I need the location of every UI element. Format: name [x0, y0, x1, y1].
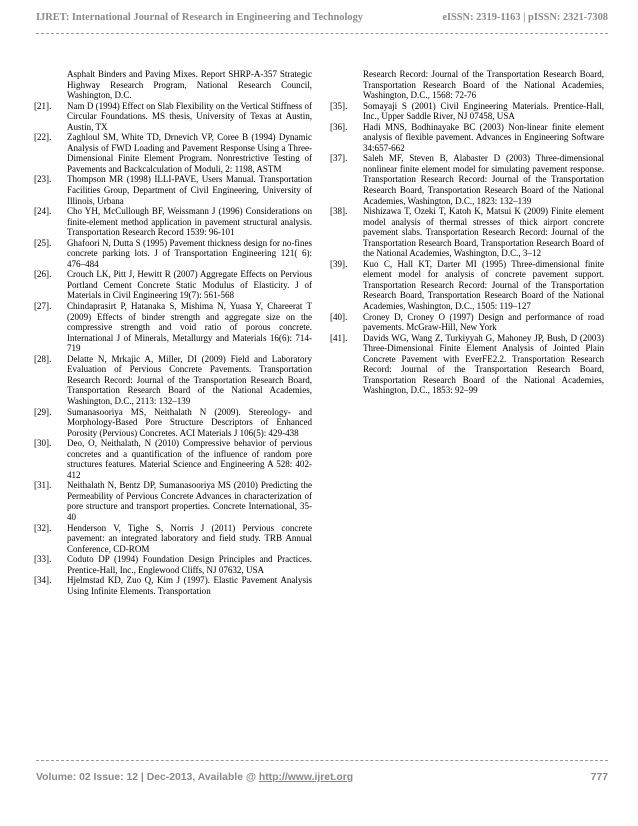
- reference-text: Henderson V, Tighe S, Norris J (2011) Pervious concrete pavement: an integrated laboratory and field study. TRB Annual Conference, CD-ROM: [67, 522, 312, 554]
- reference-text: Nishizawa T, Ozeki T, Katoh K, Matsui K (2009) Finite element model analysis of thermal stresses of thick airport concrete pavement slabs. Transportation Research Record: Journal of the Transportation Research Board, Transportation Research Board of the National Academies, Washington, D.C., 3–12: [363, 206, 604, 259]
- page-number: 777: [590, 772, 608, 783]
- left-column: [34, 69, 312, 596]
- reference-text: Crouch LK, Pitt J, Hewitt R (2007) Aggregate Effects on Pervious Portland Cement Concrete Static Modulus of Elasticity. J of Materials in Civil Engineering 19(7): 561-568: [67, 269, 312, 301]
- reference-number: [40].: [330, 311, 348, 322]
- page-header: [36, 12, 608, 28]
- journal-url-link[interactable]: http://www.ijret.org: [258, 772, 354, 783]
- reference-number: [25].: [34, 237, 52, 248]
- reference-item: [34, 174, 312, 206]
- reference-list-left: [34, 101, 312, 597]
- reference-item: [330, 153, 604, 206]
- reference-number: [35].: [330, 100, 348, 111]
- reference-number: [32].: [34, 522, 52, 533]
- reference-item: [330, 312, 604, 333]
- reference-number: [29].: [34, 406, 52, 417]
- reference-item: [330, 206, 604, 259]
- reference-item: [34, 554, 312, 575]
- header-divider: [36, 33, 608, 34]
- reference-item: [330, 333, 604, 396]
- reference-text: Hjelmstad KD, Zuo Q, Kim J (1997). Elastic Pavement Analysis Using Infinite Elements. Transportation: [67, 575, 312, 596]
- reference-item: [34, 354, 312, 407]
- journal-title: IJRET: International Journal of Research in Engineering and Technology: [36, 12, 363, 23]
- reference-text: Davids WG, Wang Z, Turkiyyah G, Mahoney JP, Bush, D (2003) Three-Dimensional Finite Element Analysis of Jointed Plain Concrete Pavement with EverFE2.2. Transportation Research Record: Journal of the Transportation Research Board, Transportation Research Board of the National Academies, Washington, D.C., 1853: 92–99: [363, 332, 604, 396]
- reference-item: [34, 438, 312, 480]
- reference-number: [34].: [34, 575, 52, 586]
- reference-item: [34, 132, 312, 174]
- reference-text: Chindaprasirt P, Hatanaka S, Mishima N, Yuasa Y, Chareerat T (2009) Effects of binder strength and aggregate size on the compressive strength and void ratio of porous concrete. International J of Minerals, Metallurgy and Materials 16(6): 714-719: [67, 301, 312, 354]
- reference-item: [330, 101, 604, 122]
- volume-info: [36, 772, 353, 783]
- reference-item: [34, 575, 312, 596]
- reference-number: [39].: [330, 258, 348, 269]
- reference-number: [38].: [330, 206, 348, 217]
- issn-info: eISSN: 2319-1163 | pISSN: 2321-7308: [442, 12, 608, 23]
- reference-number: [41].: [330, 332, 348, 343]
- right-column: [330, 69, 604, 396]
- reference-text: Ghafoori N, Dutta S (1995) Pavement thickness design for no-fines concrete parking lots. J of Transportation Engineering 121( 6): 476–484: [67, 237, 312, 269]
- reference-continuation: Research Record: Journal of the Transportation Research Board, Transportation Research Board of the National Academies, Washington, D.C., 1568: 72-76: [363, 69, 604, 101]
- reference-text: Sumanasooriya MS, Neithalath N (2009). Stereology- and Morphology-Based Pore Structure Descriptors of Enhanced Porosity (Pervious) Concretes. ACI Materials J 106(5): 429-438: [67, 406, 312, 438]
- reference-number: [26].: [34, 269, 52, 280]
- reference-text: Saleh MF, Steven B, Alabaster D (2003) Three-dimensional nonlinear finite element model for simulating pavement response. Transportation Research Record: Journal of the Transportation Research Board, Transportation Research Board of the National Academies, Washington, D.C., 1823: 132–139: [363, 153, 604, 206]
- reference-number: [24].: [34, 206, 52, 217]
- reference-number: [33].: [34, 554, 52, 565]
- reference-number: [30].: [34, 438, 52, 449]
- reference-number: [27].: [34, 301, 52, 312]
- reference-text: Zaghloul SM, White TD, Drnevich VP, Coree B (1994) Dynamic Analysis of FWD Loading and Pavement Response Using a Three-Dimensional Finite Element Program. Nonrestrictive Testing of Pavements and Backcalculation of Moduli, 2: 1198, ASTM: [67, 132, 312, 174]
- reference-number: [22].: [34, 132, 52, 143]
- reference-item: [34, 101, 312, 133]
- reference-number: [37].: [330, 153, 348, 164]
- reference-number: [31].: [34, 480, 52, 491]
- reference-text: Nam D (1994) Effect on Slab Flexibility on the Vertical Stiffness of Circular Foundations. MS thesis, University of Texas at Austin, Austin, TX: [67, 100, 312, 132]
- reference-number: [23].: [34, 174, 52, 185]
- reference-text: Neithalath N, Bentz DP, Sumanasooriya MS (2010) Predicting the Permeability of Pervious Concrete Advances in characterization of pore structure and transport properties. Concrete International, 35-40: [67, 480, 312, 522]
- volume-text: Volume: 02 Issue: 12 | Dec-2013, Available @: [36, 772, 259, 783]
- reference-item: [34, 238, 312, 270]
- reference-text: Kuo C, Hall KT, Darter MI (1995) Three-dimensional finite element model for analysis of concrete pavement support. Transportation Research Record: Journal of the Transportation Research Board, Transportation Research Board of the National Academies, Washington, D.C., 1505: 119–127: [363, 258, 604, 312]
- footer-divider: [36, 760, 608, 761]
- reference-text: Cho YH, McCullough BF, Weissmann J (1996) Considerations on finite-element method application in pavement structural analysis. Transportation Research Record 1539: 96-101: [67, 206, 312, 238]
- reference-continuation: Asphalt Binders and Paving Mixes. Report SHRP-A-357 Strategic Highway Research Program, National Research Council, Washington, D.C.: [67, 69, 312, 101]
- reference-text: Somayaji S (2001) Civil Engineering Materials. Prentice-Hall, Inc., Upper Saddle River, NJ 07458, USA: [363, 100, 604, 122]
- reference-item: [34, 480, 312, 522]
- reference-number: [28].: [34, 353, 52, 364]
- reference-text: Delatte N, Mrkajic A, Miller, DI (2009) Field and Laboratory Evaluation of Pervious Concrete Pavements. Transportation Research Record: Journal of the Transportation Research Board, Transportation Research Board of the National Academies, Washington, D.C., 2113: 132–139: [67, 353, 312, 406]
- reference-item: [34, 206, 312, 238]
- reference-number: [21].: [34, 100, 52, 111]
- reference-item: [34, 523, 312, 555]
- reference-item: [34, 301, 312, 354]
- reference-item: [330, 122, 604, 154]
- reference-text: Croney D, Croney O (1997) Design and performance of road pavements. McGraw-Hill, New York: [363, 311, 604, 333]
- reference-text: Deo, O, Neithalath, N (2010) Compressive behavior of pervious concretes and a quantification of the influence of random pore structures features. Material Science and Engineering A 528: 402-412: [67, 438, 312, 480]
- reference-list-right: [330, 101, 604, 396]
- reference-item: [330, 259, 604, 312]
- reference-text: Thompson MR (1998) ILLI-PAVE, Users Manual. Transportation Facilities Group, Department of Civil Engineering, University of Illinois, Urbana: [67, 174, 312, 206]
- page-footer: [36, 772, 608, 788]
- reference-text: Hadi MNS, Bodhinayake BC (2003) Non-linear finite element analysis of flexible pavement. Advances in Engineering Software 34:657-662: [363, 121, 604, 153]
- reference-text: Coduto DP (1994) Foundation Design Principles and Practices. Prentice-Hall, Inc., Englewood Cliffs, NJ 07632, USA: [67, 554, 312, 575]
- reference-item: [34, 269, 312, 301]
- reference-number: [36].: [330, 121, 348, 132]
- reference-item: [34, 407, 312, 439]
